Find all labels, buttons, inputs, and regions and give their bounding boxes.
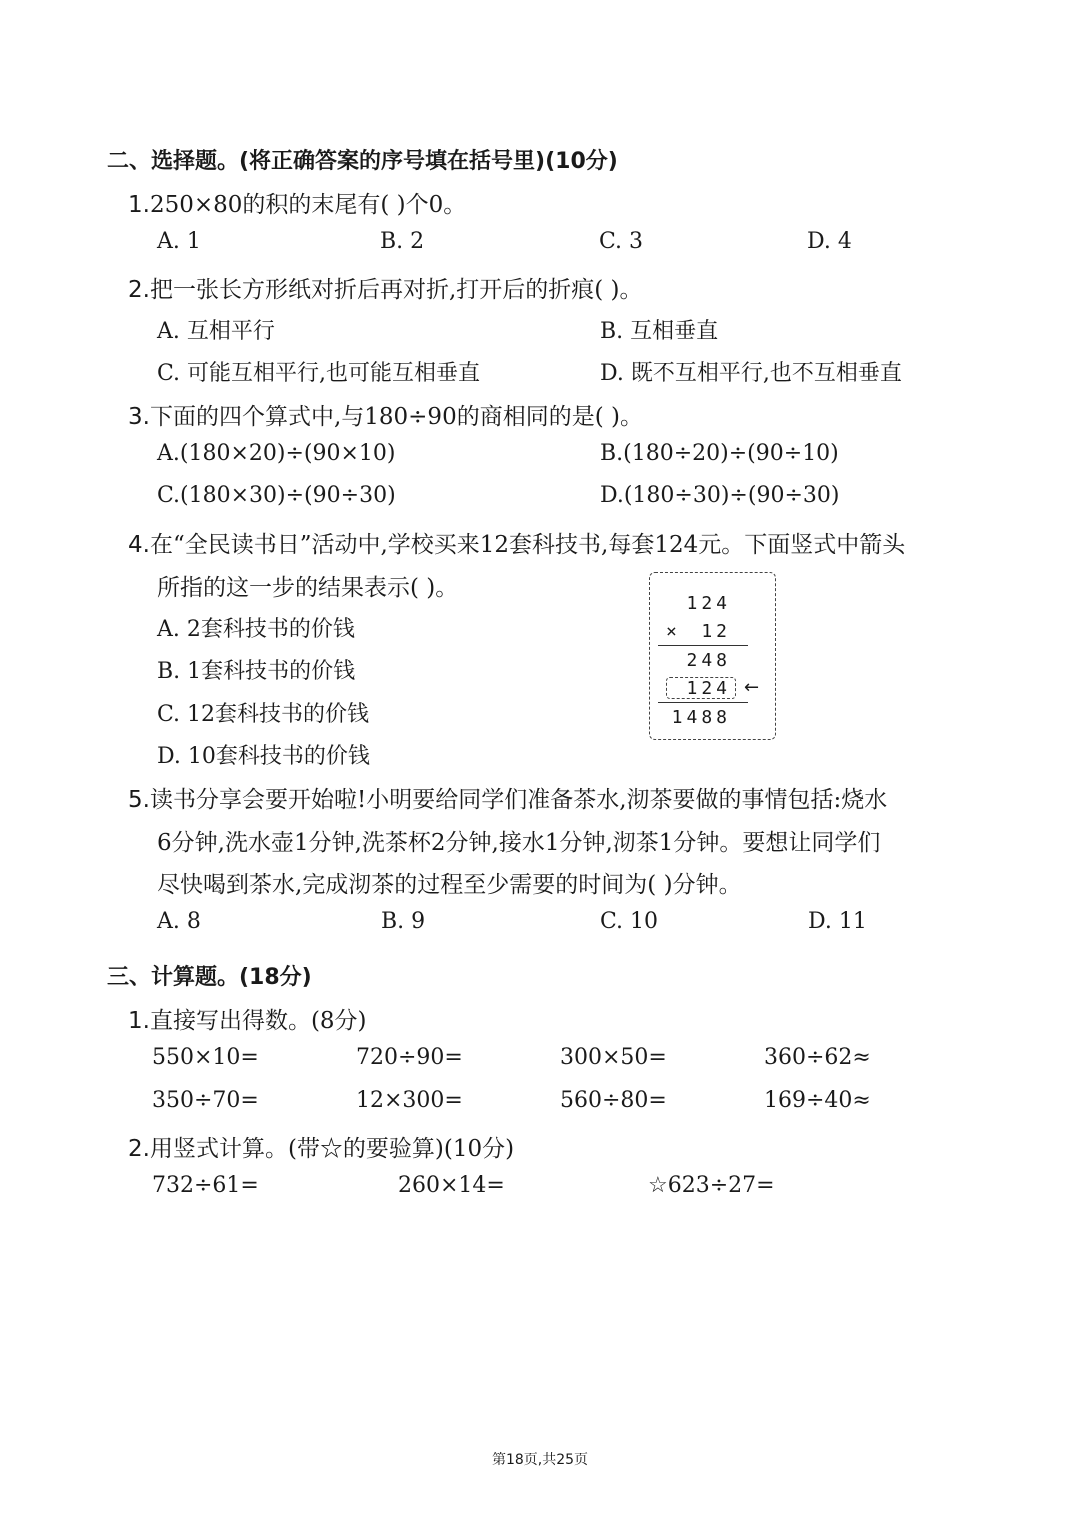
- option-b: B.(180÷20)÷(90÷10): [600, 441, 839, 466]
- calc-item: 732÷61=: [152, 1173, 259, 1198]
- question-text: 在“全民读书日”活动中,学校买来12套科技书,每套124元。下面竖式中箭头: [149, 532, 906, 558]
- option-d: D. 4: [807, 229, 852, 254]
- question-text: 把一张长方形纸对折后再对折,打开后的折痕( )。: [149, 277, 643, 303]
- calc-item: 360÷62≈: [764, 1045, 871, 1070]
- option-d: D.(180÷30)÷(90÷30): [600, 483, 840, 508]
- calc-question-2: [128, 1130, 514, 1163]
- multiplicand: 124: [686, 593, 731, 614]
- partial-product-1: 248: [686, 650, 731, 671]
- question-number: 2.: [128, 1136, 150, 1162]
- divider-line: [658, 645, 748, 646]
- calc-item: 12×300=: [356, 1088, 463, 1113]
- calc-item: ☆623÷27=: [648, 1173, 775, 1198]
- product: 1488: [671, 707, 731, 728]
- question-number: 1.: [128, 1008, 150, 1034]
- vertical-multiplication: [649, 572, 776, 740]
- question-2: [128, 271, 643, 304]
- question-text-continued: 所指的这一步的结果表示( )。: [157, 575, 459, 601]
- arrow-left-icon: ←: [744, 677, 760, 698]
- question-text: 直接写出得数。(8分): [149, 1008, 367, 1034]
- option-b: B. 9: [381, 909, 426, 934]
- section-title-calc: 三、计算题。(18分): [107, 965, 312, 990]
- question-4: [128, 526, 905, 559]
- question-text-continued: 6分钟,洗水壶1分钟,洗茶杯2分钟,接水1分钟,沏茶1分钟。要想让同学们: [157, 830, 881, 856]
- option-c: C. 3: [599, 229, 644, 254]
- option-a: A. 8: [157, 909, 201, 934]
- option-d: D. 既不互相平行,也不互相垂直: [600, 361, 902, 386]
- partial-product-2: 124: [686, 678, 731, 699]
- option-b: B. 1套科技书的价钱: [157, 659, 356, 684]
- question-3: [128, 398, 643, 431]
- option-a: A. 2套科技书的价钱: [157, 617, 355, 642]
- divider-line: [658, 702, 748, 703]
- calc-item: 350÷70=: [152, 1088, 259, 1113]
- question-number: 2.: [128, 277, 150, 303]
- question-number: 3.: [128, 404, 150, 430]
- question-text: 250×80的积的末尾有( )个0。: [149, 192, 467, 218]
- question-number: 1.: [128, 192, 150, 218]
- option-a: A. 1: [157, 229, 201, 254]
- times-sign: ×: [666, 621, 677, 642]
- option-c: C.(180×30)÷(90÷30): [157, 483, 396, 508]
- question-text: 下面的四个算式中,与180÷90的商相同的是( )。: [149, 404, 643, 430]
- question-text-continued: 尽快喝到茶水,完成沏茶的过程至少需要的时间为( )分钟。: [157, 872, 742, 898]
- question-text: 用竖式计算。(带☆的要验算)(10分): [149, 1136, 515, 1162]
- section-title-choice: 二、选择题。(将正确答案的序号填在括号里)(10分): [107, 149, 618, 174]
- question-text: 读书分享会要开始啦!小明要给同学们准备茶水,沏茶要做的事情包括:烧水: [149, 787, 888, 813]
- calc-question-1: [128, 1002, 367, 1035]
- calc-item: 300×50=: [560, 1045, 667, 1070]
- question-5: [128, 781, 887, 814]
- option-d: D. 11: [808, 909, 867, 934]
- page-number: 第18页,共25页: [491, 1452, 589, 1468]
- question-number: 5.: [128, 787, 150, 813]
- question-1: [128, 186, 466, 219]
- calc-item: 550×10=: [152, 1045, 259, 1070]
- option-b: B. 互相垂直: [600, 319, 719, 344]
- question-number: 4.: [128, 532, 150, 558]
- option-a: A.(180×20)÷(90×10): [157, 441, 396, 466]
- multiplier: 12: [701, 621, 731, 642]
- calc-item: 260×14=: [398, 1173, 505, 1198]
- option-c: C. 12套科技书的价钱: [157, 702, 370, 727]
- option-a: A. 互相平行: [157, 319, 275, 344]
- option-d: D. 10套科技书的价钱: [157, 744, 370, 769]
- option-c: C. 可能互相平行,也可能互相垂直: [157, 361, 481, 386]
- option-c: C. 10: [600, 909, 659, 934]
- option-b: B. 2: [380, 229, 425, 254]
- calc-item: 169÷40≈: [764, 1088, 871, 1113]
- calc-item: 720÷90=: [356, 1045, 463, 1070]
- calc-item: 560÷80=: [560, 1088, 667, 1113]
